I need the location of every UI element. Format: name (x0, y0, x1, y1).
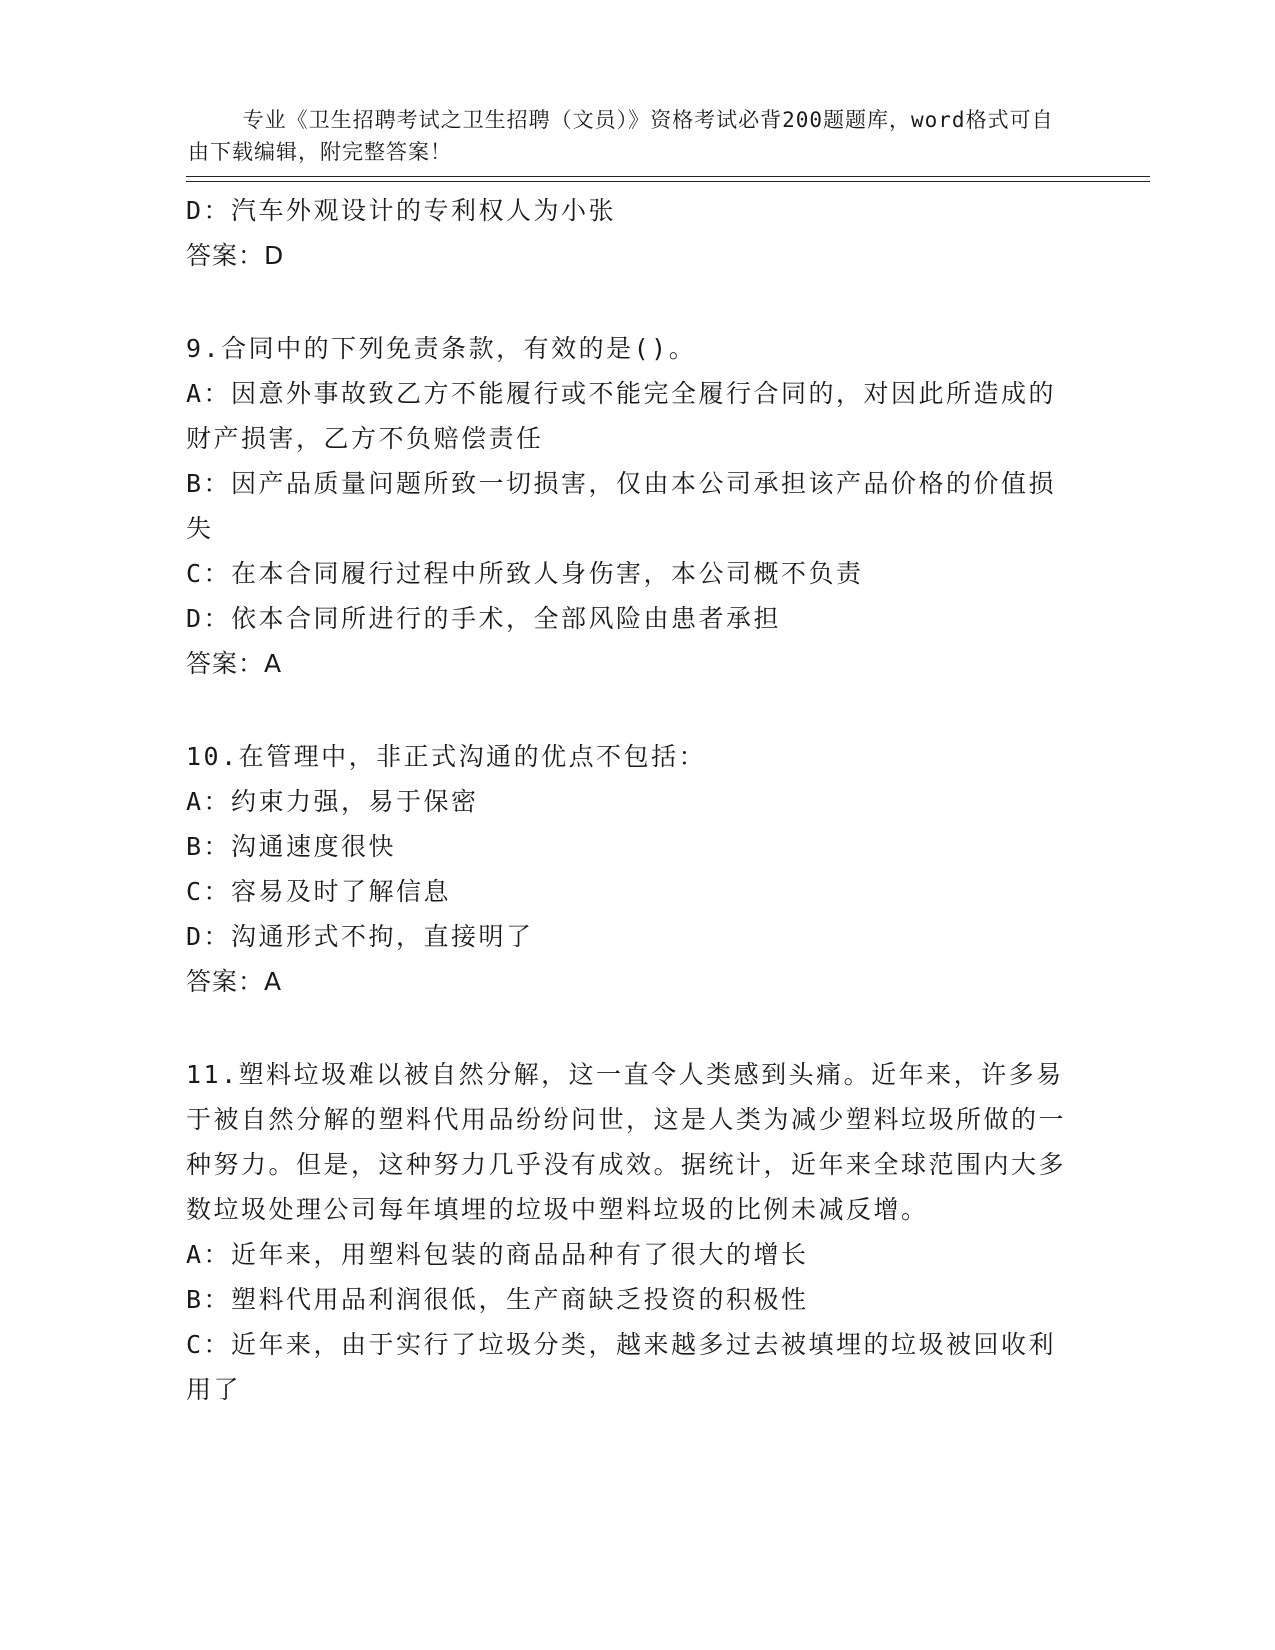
option-d: D：沟通形式不拘，直接明了 (186, 922, 534, 951)
spacer (186, 278, 1066, 326)
option-b: B：塑料代用品利润很低，生产商缺乏投资的积极性 (186, 1285, 809, 1314)
spacer (186, 1004, 1066, 1052)
question-stem: 9.合同中的下列免责条款，有效的是()。 (186, 334, 697, 363)
option-a: A：因意外事故致乙方不能履行或不能完全履行合同的，对因此所造成的财产损害，乙方不负赔偿责任 (186, 379, 1057, 453)
question-block (186, 1052, 1066, 1412)
option-a: A：约束力强，易于保密 (186, 787, 479, 816)
question-block (186, 188, 1066, 278)
answer-line: 答案：A (186, 649, 283, 678)
question-block (186, 326, 1066, 686)
option-a: A：近年来，用塑料包装的商品品种有了很大的增长 (186, 1240, 809, 1269)
question-list (186, 188, 1066, 1412)
option-b: B：沟通速度很快 (186, 832, 397, 861)
question-block (186, 734, 1066, 1004)
option-c: C：在本合同履行过程中所致人身伤害，本公司概不负责 (186, 559, 864, 588)
header-divider-bottom (186, 181, 1150, 182)
header-text: 专业《卫生招聘考试之卫生招聘（文员）》资格考试必背200题题库，word格式可自由下载编辑，附完整答案！ (188, 108, 1054, 164)
answer-line: 答案：A (186, 967, 283, 996)
option-c: C：容易及时了解信息 (186, 877, 452, 906)
option-c: C：近年来，由于实行了垃圾分类，越来越多过去被填埋的垃圾被回收利用了 (186, 1330, 1057, 1404)
question-stem: 10.在管理中，非正式沟通的优点不包括： (186, 742, 707, 771)
header-divider-top (186, 176, 1150, 177)
spacer (186, 686, 1066, 734)
option-d: D：依本合同所进行的手术，全部风险由患者承担 (186, 604, 782, 633)
question-stem: 11.塑料垃圾难以被自然分解，这一直令人类感到头痛。近年来，许多易于被自然分解的塑料代用品纷纷问世，这是人类为减少塑料垃圾所做的一种努力。但是，这种努力几乎没有成效。据统计，近年来全球范围内大多数垃圾处理公司每年填埋的垃圾中塑料垃圾的比例未减反增。 (186, 1060, 1067, 1224)
option-d: D：汽车外观设计的专利权人为小张 (186, 196, 617, 225)
option-b: B：因产品质量问题所致一切损害，仅由本公司承担该产品价格的价值损失 (186, 469, 1057, 543)
answer-line: 答案：D (186, 241, 285, 270)
